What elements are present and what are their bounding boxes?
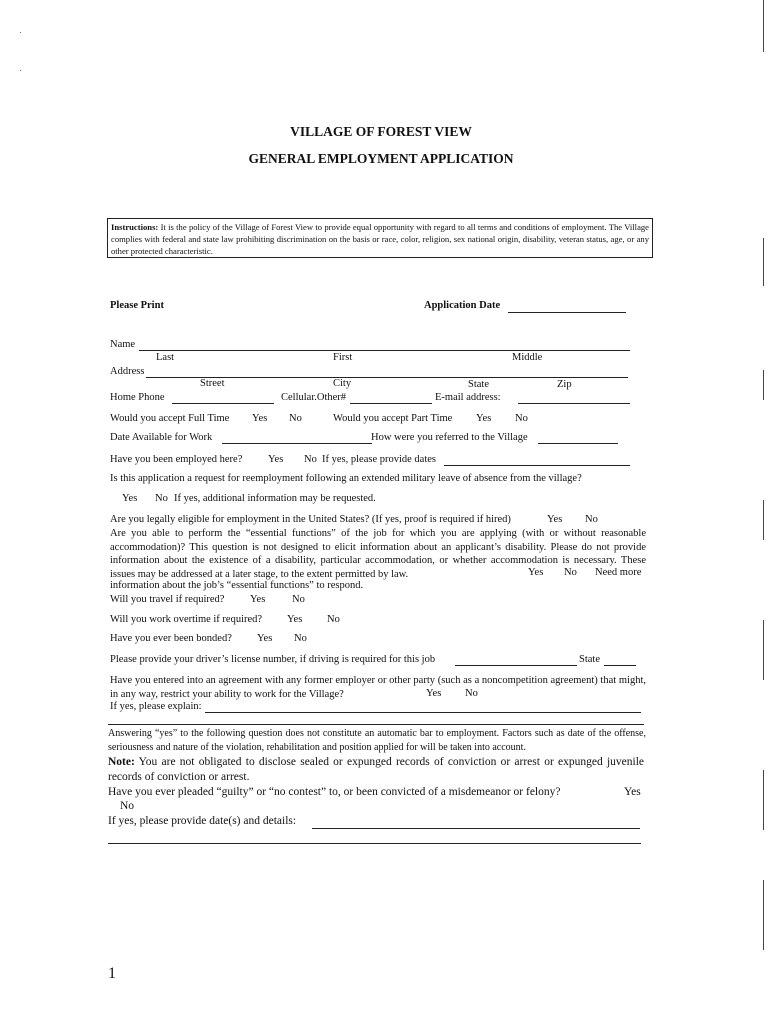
agreement-yes[interactable]: Yes (426, 688, 442, 699)
overtime-no[interactable]: No (327, 614, 340, 625)
eligible-question: Are you legally eligible for employment in the United States? (If yes, proof is required if hired) (110, 514, 511, 525)
bonded-no[interactable]: No (294, 633, 307, 644)
scan-edge-mark (763, 238, 764, 286)
scan-speck (20, 70, 21, 71)
overtime-yes[interactable]: Yes (287, 614, 303, 625)
referred-label: How were you referred to the Village (371, 432, 528, 443)
full-time-yes[interactable]: Yes (252, 413, 268, 424)
date-available-label: Date Available for Work (110, 432, 213, 443)
eligible-yes[interactable]: Yes (547, 514, 563, 525)
note-label: Note: (108, 756, 135, 768)
scan-edge-mark (763, 620, 764, 680)
agreement-explain-field[interactable] (205, 712, 641, 713)
note-paragraph (108, 755, 644, 785)
page-number: 1 (108, 965, 116, 982)
eligible-no[interactable]: No (585, 514, 598, 525)
note-text: You are not obligated to disclose sealed or expunged records of conviction or arrest or expunged juvenile records of conviction or arrest. (108, 756, 644, 783)
overtime-question: Will you work overtime if required? (110, 614, 263, 625)
please-print-label: Please Print (110, 300, 164, 311)
agreement-explain-label: If yes, please explain: (110, 701, 202, 712)
part-time-no[interactable]: No (515, 413, 528, 424)
pleaded-yes[interactable]: Yes (624, 786, 641, 798)
details-label: If yes, please provide date(s) and details: (108, 815, 297, 827)
bonded-question: Have you ever been bonded? (110, 633, 232, 644)
addr-state-caption: State (468, 379, 489, 390)
bonded-yes[interactable]: Yes (257, 633, 273, 644)
separator-line (108, 724, 644, 725)
scan-edge-mark (763, 370, 764, 400)
employed-dates-field[interactable] (444, 465, 630, 466)
date-available-field[interactable] (222, 443, 372, 444)
addr-street-caption: Street (200, 378, 225, 389)
cellular-field[interactable] (350, 403, 432, 404)
license-number-field[interactable] (455, 665, 577, 666)
scan-edge-mark (763, 770, 764, 830)
essential-functions-question: Are you able to perform the “essential functions” of the job for which you are applying (with or without reasonable accommodation)? This question is not designed to elicit information about an applicant’s disability. Please do not provide information about the existence of a disability, particular accommodation, or whether accommodation is necessary. These issues may be addressed at a later stage, to the extent permitted by law. (110, 528, 646, 580)
travel-no[interactable]: No (292, 594, 305, 605)
reemployment-question: Is this application a request for reemployment following an extended military leave of absence from the village? (110, 473, 582, 484)
name-middle-caption: Middle (512, 352, 543, 363)
travel-question: Will you travel if required? (110, 594, 225, 605)
part-time-question: Would you accept Part Time (333, 413, 453, 424)
essential-need-more[interactable]: Need more (595, 567, 642, 578)
pleaded-no[interactable]: No (120, 800, 135, 812)
referred-field[interactable] (538, 443, 618, 444)
page-subtitle: GENERAL EMPLOYMENT APPLICATION (248, 151, 514, 166)
license-state-label: State (579, 654, 600, 665)
pleaded-question: Have you ever pleaded “guilty” or “no contest” to, or been convicted of a misdemeanor or felony? (108, 786, 561, 798)
addr-city-caption: City (333, 378, 352, 389)
name-last-caption: Last (156, 352, 175, 363)
reemployment-yes[interactable]: Yes (122, 493, 138, 504)
reemployment-no[interactable]: No (155, 493, 168, 504)
employed-here-yes[interactable]: Yes (268, 454, 284, 465)
agreement-no[interactable]: No (465, 688, 478, 699)
application-date-field[interactable] (508, 312, 626, 313)
email-label: E-mail address: (435, 392, 501, 403)
part-time-yes[interactable]: Yes (476, 413, 492, 424)
agreement-question: Have you entered into an agreement with any former employer or other party (such as a noncompetition agreement) that might, in any way, restrict your ability to work for the Village? (110, 675, 646, 700)
essential-no[interactable]: No (564, 567, 577, 578)
details-field-line-2[interactable] (108, 843, 641, 844)
conviction-disclaimer: Answering “yes” to the following question does not constitute an automatic bar to employment. Factors such as date of the offense, seriousness and nature of the violation, rehabilitation and position applied for will be taken into account. (108, 728, 646, 753)
email-field[interactable] (518, 403, 630, 404)
employed-here-question: Have you been employed here? (110, 454, 243, 465)
home-phone-label: Home Phone (110, 392, 165, 403)
full-time-question: Would you accept Full Time (110, 413, 230, 424)
full-time-no[interactable]: No (289, 413, 302, 424)
page-title: VILLAGE OF FOREST VIEW (290, 124, 472, 139)
name-first-caption: First (333, 352, 353, 363)
instructions-label: Instructions: (111, 222, 159, 232)
scan-edge-mark (763, 880, 764, 950)
employed-here-no[interactable]: No (304, 454, 317, 465)
travel-yes[interactable]: Yes (250, 594, 266, 605)
essential-yes[interactable]: Yes (528, 567, 544, 578)
scan-edge-mark (763, 0, 764, 52)
additional-info-note: If yes, additional information may be requested. (174, 493, 376, 504)
name-label: Name (110, 339, 136, 350)
name-field[interactable] (139, 350, 630, 351)
address-label: Address (110, 366, 145, 377)
home-phone-field[interactable] (172, 403, 274, 404)
scan-edge-mark (763, 500, 764, 540)
details-field[interactable] (312, 828, 640, 829)
license-state-field[interactable] (604, 665, 636, 666)
scan-speck (20, 32, 21, 33)
essential-need-more-cont: information about the job’s “essential functions” to respond. (110, 580, 364, 591)
instructions-text: It is the policy of the Village of Forest View to provide equal opportunity with regard to all terms and conditions of employment. The Village complies with federal and state law prohibiting discrimination on the basis or race, color, religion, sex national origin, disability, veteran status, age, or any other protected characteristic. (111, 222, 649, 256)
application-date-label: Application Date (424, 300, 501, 311)
employed-dates-label: If yes, please provide dates (322, 454, 436, 465)
addr-zip-caption: Zip (557, 379, 572, 390)
instructions-box (107, 218, 653, 258)
cellular-label: Cellular.Other# (281, 392, 347, 403)
license-question: Please provide your driver’s license number, if driving is required for this job (110, 654, 436, 665)
